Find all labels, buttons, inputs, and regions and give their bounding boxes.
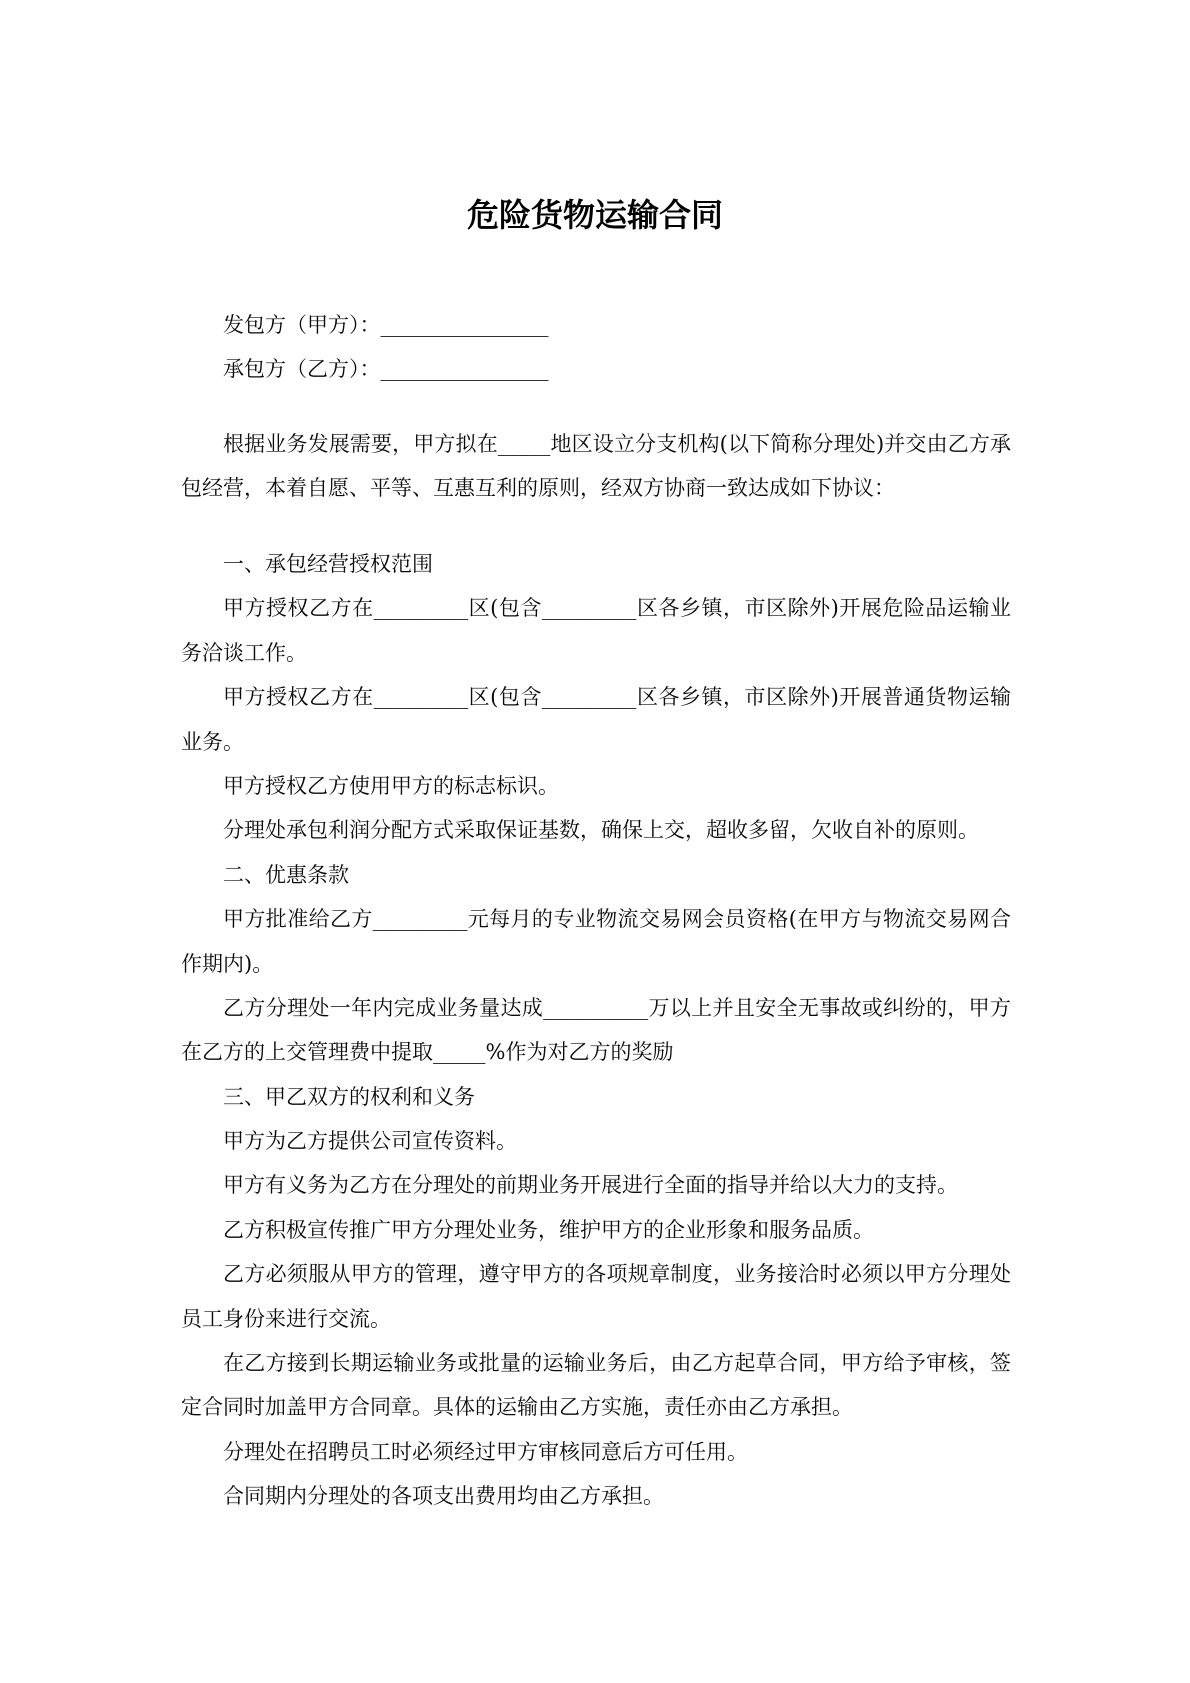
paragraph-line: 业务。 (181, 729, 244, 754)
contract-body (181, 542, 1011, 1519)
section-authorization-scope (181, 542, 1011, 853)
paragraph (181, 1119, 1011, 1163)
paragraph-line: 甲方授权乙方在_________区(包含_________区各乡镇，市区除外)开展普通货物运输 (223, 685, 1011, 710)
paragraph (181, 1252, 1011, 1341)
paragraph-line: 甲方授权乙方使用甲方的标志标识。 (223, 773, 559, 798)
paragraph-line: 乙方分理处一年内完成业务量达成__________万以上并且安全无事故或纠纷的，甲方 (223, 995, 1011, 1020)
paragraph-line: 包经营，本着自愿、平等、互惠互利的原则，经双方协商一致达成如下协议： (181, 475, 895, 500)
paragraph-line: 在乙方接到长期运输业务或批量的运输业务后，由乙方起草合同，甲方给予审核，签 (223, 1351, 1011, 1376)
paragraph (181, 986, 1011, 1075)
paragraph (181, 808, 1011, 852)
paragraph (181, 1208, 1011, 1252)
parties-block (181, 303, 1011, 392)
paragraph (181, 1341, 1011, 1430)
paragraph-line: 甲方授权乙方在_________区(包含_________区各乡镇，市区除外)开展危险品运输业 (223, 596, 1011, 621)
document-title: 危险货物运输合同 (466, 196, 723, 234)
paragraph (181, 764, 1011, 808)
paragraph (181, 897, 1011, 986)
party-b-line: 承包方（乙方）：________________ (223, 357, 549, 382)
paragraph (181, 1163, 1011, 1207)
section-rights-and-obligations (181, 1075, 1011, 1519)
paragraph-line: 甲方为乙方提供公司宣传资料。 (223, 1129, 517, 1154)
paragraph-line: 定合同时加盖甲方合同章。具体的运输由乙方实施，责任亦由乙方承担。 (181, 1395, 853, 1420)
paragraph-line: 员工身份来进行交流。 (181, 1306, 391, 1331)
paragraph-line: 乙方积极宣传推广甲方分理处业务，维护甲方的企业形象和服务品质。 (223, 1217, 874, 1242)
section-heading: 二、优惠条款 (223, 862, 349, 887)
paragraph-line: 根据业务发展需要，甲方拟在_____地区设立分支机构(以下简称分理处)并交由乙方承 (223, 431, 1011, 456)
paragraph-line: 分理处在招聘员工时必须经过甲方审核同意后方可任用。 (223, 1439, 748, 1464)
paragraph-line: 甲方有义务为乙方在分理处的前期业务开展进行全面的指导并给以大力的支持。 (223, 1173, 958, 1198)
paragraph-line: 分理处承包利润分配方式采取保证基数，确保上交，超收多留，欠收自补的原则。 (223, 818, 979, 843)
paragraph (181, 586, 1011, 675)
paragraph-line: 乙方必须服从甲方的管理，遵守甲方的各项规章制度，业务接洽时必须以甲方分理处 (223, 1262, 1011, 1287)
section-heading: 一、承包经营授权范围 (223, 552, 433, 576)
paragraph-line: 甲方批准给乙方_________元每月的专业物流交易网会员资格(在甲方与物流交易网合 (223, 907, 1011, 932)
intro-paragraph (181, 422, 1011, 511)
party-a-line: 发包方（甲方）：________________ (223, 313, 549, 337)
paragraph (181, 1474, 1011, 1518)
paragraph (181, 675, 1011, 764)
paragraph (181, 1430, 1011, 1474)
paragraph-line: 合同期内分理处的各项支出费用均由乙方承担。 (223, 1484, 664, 1509)
paragraph-line: 务洽谈工作。 (181, 640, 307, 665)
paragraph-line: 作期内)。 (181, 951, 274, 976)
section-preferential-terms (181, 853, 1011, 1075)
paragraph-line: 在乙方的上交管理费中提取_____%作为对乙方的奖励 (181, 1040, 674, 1065)
section-heading: 三、甲乙双方的权利和义务 (223, 1084, 475, 1109)
